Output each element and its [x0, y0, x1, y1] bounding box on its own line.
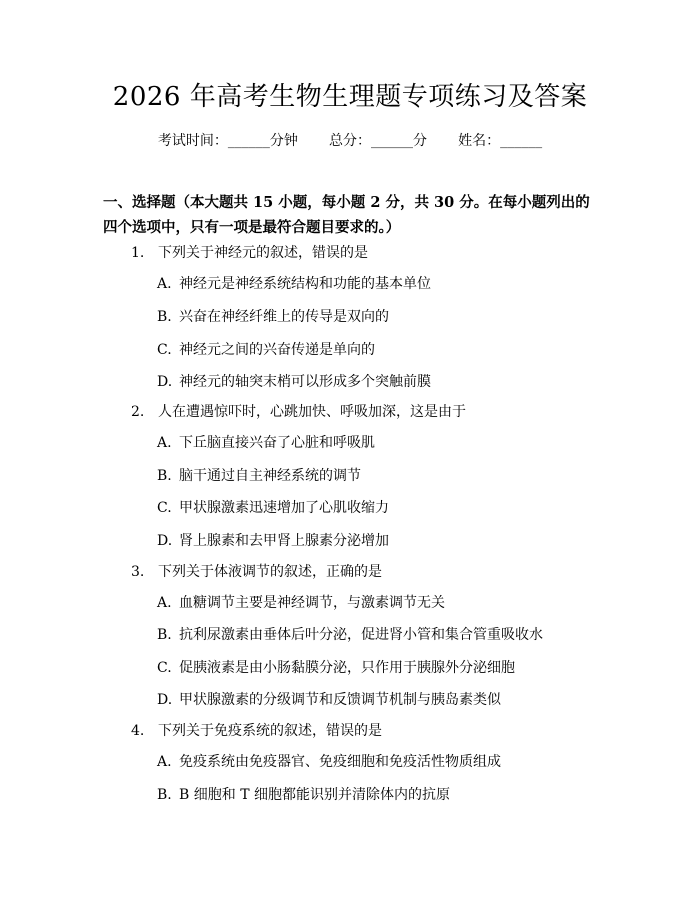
- question-1-option-a: [157, 274, 431, 294]
- question-number: 2.: [131, 404, 145, 420]
- question-stem: 下列关于体液调节的叙述，正确的是: [158, 564, 382, 580]
- option-text: 甲状腺激素的分级调节和反馈调节机制与胰岛素类似: [179, 692, 501, 708]
- question-2: [131, 402, 466, 422]
- option-text: 神经元是神经系统结构和功能的基本单位: [179, 276, 431, 292]
- option-letter: A.: [157, 435, 172, 451]
- question-3-option-d: [157, 690, 501, 710]
- question-number: 4.: [131, 723, 145, 739]
- option-letter: D.: [157, 374, 173, 390]
- question-2-option-c: [157, 498, 389, 518]
- question-3: [131, 562, 382, 582]
- option-text: 兴奋在神经纤维上的传导是双向的: [179, 309, 389, 325]
- option-letter: C.: [157, 342, 172, 358]
- option-text: 神经元之间的兴奋传递是单向的: [179, 342, 375, 358]
- option-text: 神经元的轴突末梢可以形成多个突触前膜: [179, 374, 431, 390]
- option-text: 促胰液素是由小肠黏膜分泌，只作用于胰腺外分泌细胞: [179, 660, 515, 676]
- question-number: 3.: [131, 564, 145, 580]
- question-2-option-a: [157, 433, 375, 453]
- option-letter: A.: [157, 595, 172, 611]
- section-heading: 一、选择题（本大题共 15 小题，每小题 2 分，共 30 分。在每小题列出的四个选项中，只有一项是最符合题目要求的。）: [103, 194, 590, 236]
- option-letter: D.: [157, 533, 173, 549]
- option-letter: D.: [157, 692, 173, 708]
- option-text: B 细胞和 T 细胞都能识别并清除体内的抗原: [179, 787, 450, 803]
- exam-meta-line: [0, 131, 700, 151]
- option-letter: C.: [157, 660, 172, 676]
- question-4: [131, 721, 382, 741]
- option-letter: B.: [157, 627, 172, 643]
- question-stem: 人在遭遇惊吓时，心跳加快、呼吸加深，这是由于: [158, 404, 466, 420]
- question-number: 1.: [131, 245, 145, 261]
- question-1: [131, 243, 368, 263]
- option-text: 肾上腺素和去甲肾上腺素分泌增加: [179, 533, 389, 549]
- option-letter: B.: [157, 468, 172, 484]
- option-text: 免疫系统由免疫器官、免疫细胞和免疫活性物质组成: [179, 754, 501, 770]
- question-2-option-d: [157, 531, 389, 551]
- question-2-option-b: [157, 466, 361, 486]
- question-1-option-b: [157, 307, 389, 327]
- option-letter: A.: [157, 276, 172, 292]
- option-letter: A.: [157, 754, 172, 770]
- name-field: 姓名：______: [458, 133, 543, 149]
- question-1-option-c: [157, 340, 375, 360]
- page-title: 2026 年高考生物生理题专项练习及答案: [112, 82, 588, 112]
- question-stem: 下列关于神经元的叙述，错误的是: [158, 245, 368, 261]
- option-letter: B.: [157, 309, 172, 325]
- option-text: 抗利尿激素由垂体后叶分泌，促进肾小管和集合管重吸收水: [179, 627, 543, 643]
- exam-time-field: 考试时间：______分钟: [157, 133, 298, 149]
- option-letter: C.: [157, 500, 172, 516]
- question-4-option-a: [157, 752, 501, 772]
- question-3-option-a: [157, 593, 445, 613]
- option-letter: B.: [157, 787, 172, 803]
- option-text: 脑干通过自主神经系统的调节: [179, 468, 361, 484]
- question-3-option-b: [157, 625, 543, 645]
- option-text: 下丘脑直接兴奋了心脏和呼吸肌: [179, 435, 375, 451]
- question-4-option-b: [157, 785, 450, 805]
- option-text: 血糖调节主要是神经调节，与激素调节无关: [179, 595, 445, 611]
- question-stem: 下列关于免疫系统的叙述，错误的是: [158, 723, 382, 739]
- option-text: 甲状腺激素迅速增加了心肌收缩力: [179, 500, 389, 516]
- total-score-field: 总分：______分: [329, 133, 427, 149]
- question-3-option-c: [157, 658, 515, 678]
- question-1-option-d: [157, 372, 431, 392]
